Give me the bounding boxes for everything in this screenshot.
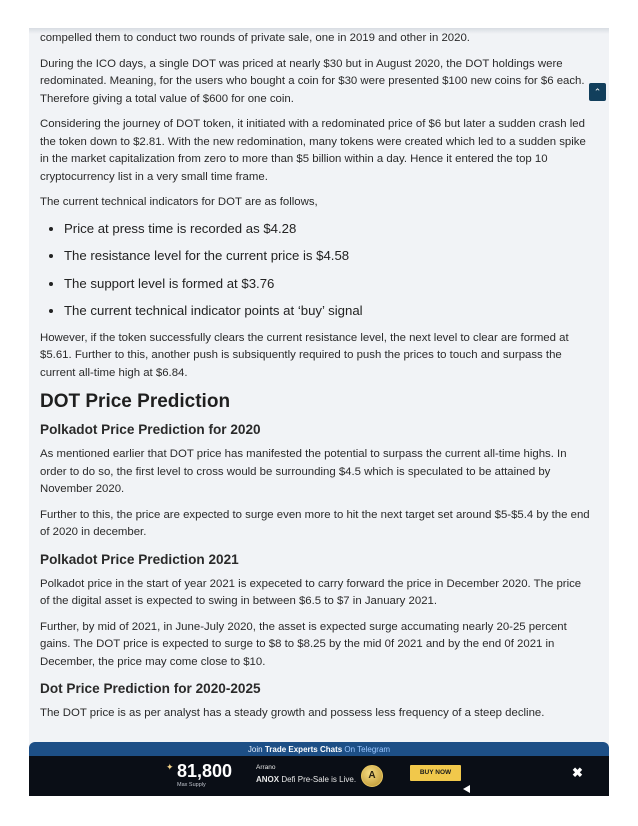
ad-supply-number: 81,800 [177, 761, 233, 781]
ad-supply-label: Max Supply [177, 782, 206, 788]
intro-paragraph: During the ICO days, a single DOT was priced at nearly $30 but in August 2020, the DOT holdings were redominated. Meaning, for the users who bought a coin for $30 were presented $100 new coins for $6 each. Therefore giving a total value of $600 for one coin. [40, 57, 585, 105]
telegram-channel-name[interactable]: Trade Experts Chats [264, 745, 343, 754]
paragraph-2020-a: As mentioned earlier that DOT price has manifested the potential to surpass the current all-time highs. In order to do so, the first level to cross would be surrounding $4.5 which is speculated to be attained by November 2020. [40, 448, 567, 495]
subheading-2021: Polkadot Price Prediction 2021 [40, 551, 239, 567]
intro-paragraph: The current technical indicators for DOT are as follows, [40, 196, 318, 208]
intro-paragraph: compelled them to conduct two rounds of private sale, one in 2019 and other in 2020. [40, 32, 470, 44]
play-icon [463, 785, 470, 793]
telegram-prefix: Join [247, 745, 265, 754]
scroll-to-top-button[interactable] [589, 83, 606, 101]
chevron-up-icon: ⌃ [593, 87, 602, 97]
telegram-join-bar[interactable] [29, 742, 609, 756]
telegram-suffix[interactable]: On Telegram [342, 745, 391, 754]
paragraph-2025-a: The DOT price is as per analyst has a steady growth and possess less frequency of a steep decline. [40, 707, 545, 719]
list-item: • The support level is formed at $3.76 [64, 275, 590, 293]
subheading-2025: Dot Price Prediction for 2020-2025 [40, 681, 261, 696]
resistance-paragraph: However, if the token successfully clears the current resistance level, the next level to clear are formed at $5.61. Further to this, another push is subsiquently required to push the prices to touch and surpass the current all-time high at $6.84. [40, 331, 569, 379]
ad-brand: Arrano [256, 764, 276, 771]
section-title: DOT Price Prediction [40, 391, 231, 412]
paragraph-2021-a: Polkadot price in the start of year 2021 is expeceted to carry forward the price in December 2020. The price of the digital asset is expected to swing in between $6.5 to $7 in January 2021. [40, 577, 582, 607]
list-item: • The current technical indicator points at ‘buy’ signal [64, 302, 590, 320]
sparkle-icon: ✦ [166, 762, 174, 772]
article-page [29, 28, 609, 796]
article-content [40, 30, 590, 731]
paragraph-2021-b: Further, by mid of 2021, in June-July 2020, the asset is expected surge accumating nearly 20-25 percent gains. The DOT price is expected to surge to $8 to $8.25 by the mid 0f 2021 and by the end 0f 2021 in December, the price may come close to $10. [40, 620, 567, 668]
ad-text-body: Defi Pre-Sale is Live. [279, 775, 357, 784]
ad-banner[interactable] [29, 756, 609, 796]
list-item: • The resistance level for the current price is $4.58 [64, 247, 590, 265]
ad-text [256, 775, 356, 784]
ad-token-name: ANOX [256, 775, 280, 784]
paragraph-2020-b: Further to this, the price are expected to surge even more to hit the next target set around $5-$5.4 by the end of 2020 in december. [40, 508, 590, 538]
coin-logo-icon: A [361, 765, 383, 787]
close-icon[interactable]: ✖ [572, 765, 583, 780]
subheading-2020: Polkadot Price Prediction for 2020 [40, 422, 261, 437]
indicator-list [40, 220, 590, 321]
list-item: • Price at press time is recorded as $4.28 [64, 220, 590, 238]
buy-now-button[interactable]: BUY NOW [410, 765, 461, 781]
intro-paragraph: Considering the journey of DOT token, it initiated with a redominated price of $6 but later a sudden crash led the token down to $2.81. With the new redomination, many tokens were created which led to a sudden spike in the market capitalization from zero to more than $5 billion within a day. Hence it entered the top 10 cryptocurrency list in a very small time frame. [40, 118, 586, 183]
